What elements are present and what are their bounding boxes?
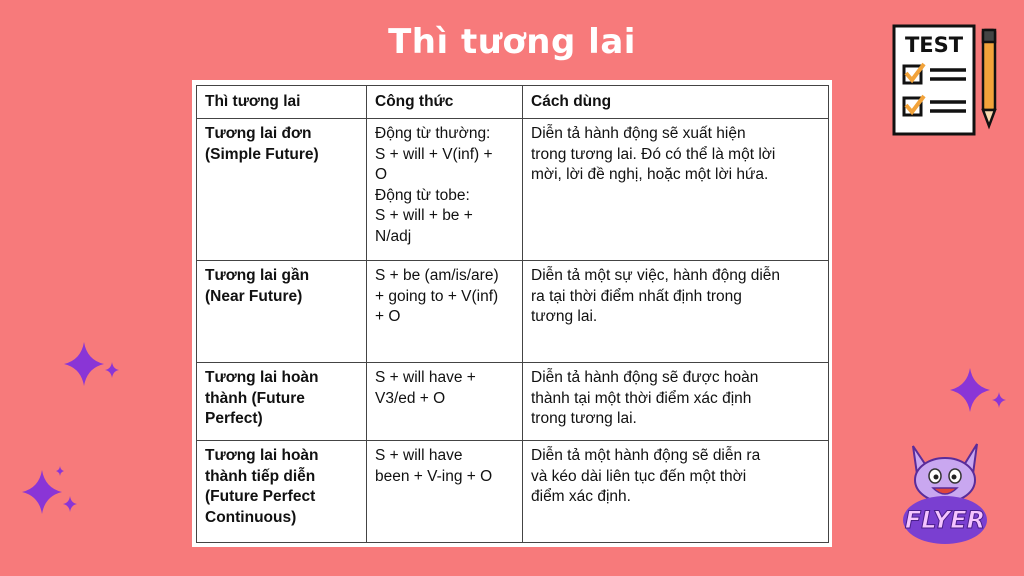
test-checklist-icon	[888, 22, 1003, 140]
cell-line: V3/ed + O	[375, 389, 446, 407]
usage-cell	[523, 261, 829, 363]
cell-line: been + V-ing + O	[375, 467, 493, 485]
cell-line: trong tương lai.	[531, 410, 637, 428]
cell-line: S + will + be +	[375, 207, 473, 224]
cell-line: O	[375, 166, 388, 183]
cell-line: (Future Perfect	[205, 488, 316, 506]
header-tense: Thì tương lai	[197, 86, 367, 119]
cell-line: S + will + V(inf) +	[375, 145, 493, 163]
cell-line: S + will have +	[375, 369, 476, 387]
cell-line: N/adj	[375, 227, 412, 245]
flyer-mascot-logo	[895, 440, 995, 550]
sparkle-icon	[944, 364, 1010, 416]
cell-line: S + be (am/is/are)	[375, 267, 499, 285]
cell-line: Tương lai đơn	[205, 125, 312, 142]
table-row	[197, 261, 829, 363]
cell-line: (Near Future)	[205, 287, 303, 305]
cell-line: S + will have	[375, 447, 463, 465]
cell-line: Động từ thường:	[375, 125, 491, 142]
cell-line: Diễn tả một hành động sẽ diễn ra	[531, 447, 761, 465]
cell-line: Diễn tả hành động sẽ được hoàn	[531, 369, 759, 387]
formula-cell	[367, 261, 523, 363]
cell-line: (Simple Future)	[205, 145, 319, 163]
page-title: Thì tương lai	[388, 22, 636, 62]
tense-table-card	[192, 80, 832, 547]
cell-line: Perfect)	[205, 410, 263, 428]
header-formula: Công thức	[367, 86, 523, 119]
cell-line: và kéo dài liên tục đến một thời	[531, 467, 747, 485]
tense-name-cell	[197, 363, 367, 441]
header-usage: Cách dùng	[523, 86, 829, 119]
cell-line: Diễn tả một sự việc, hành động diễn	[531, 267, 781, 285]
cell-line: + O	[375, 308, 401, 326]
flyer-logo-text: FLYER	[904, 506, 986, 534]
usage-cell	[523, 119, 829, 261]
sparkle-icon	[60, 340, 124, 390]
cell-line: thành (Future	[205, 389, 305, 407]
table-row	[197, 363, 829, 441]
tense-name-cell	[197, 119, 367, 261]
test-label: TEST	[904, 33, 964, 57]
cell-line: + going to + V(inf)	[375, 287, 499, 305]
cell-line: Continuous)	[205, 508, 297, 526]
cell-line: Tương lai hoàn	[205, 369, 319, 387]
formula-cell	[367, 363, 523, 441]
cell-line: điểm xác định.	[531, 488, 631, 506]
usage-cell	[523, 441, 829, 543]
cell-line: Diễn tả hành động sẽ xuất hiện	[531, 125, 746, 142]
formula-cell	[367, 119, 523, 261]
cell-line: trong tương lai. Đó có thể là một lời	[531, 145, 776, 163]
table-row	[197, 441, 829, 543]
cell-line: Tương lai gần	[205, 267, 310, 285]
formula-cell	[367, 441, 523, 543]
cell-line: ra tại thời điểm nhất định trong	[531, 287, 742, 305]
cell-line: Động từ tobe:	[375, 186, 470, 204]
cell-line: Tương lai hoàn	[205, 447, 319, 465]
usage-cell	[523, 363, 829, 441]
table-row	[197, 119, 829, 261]
cell-line: thành tại một thời điểm xác định	[531, 389, 752, 407]
tense-table	[196, 85, 829, 543]
tense-name-cell	[197, 441, 367, 543]
cell-line: thành tiếp diễn	[205, 467, 316, 485]
cell-line: mời, lời đề nghị, hoặc một lời hứa.	[531, 166, 769, 183]
tense-name-cell	[197, 261, 367, 363]
sparkle-icon	[20, 466, 84, 520]
cell-line: tương lai.	[531, 308, 598, 326]
table-header-row	[197, 86, 829, 119]
